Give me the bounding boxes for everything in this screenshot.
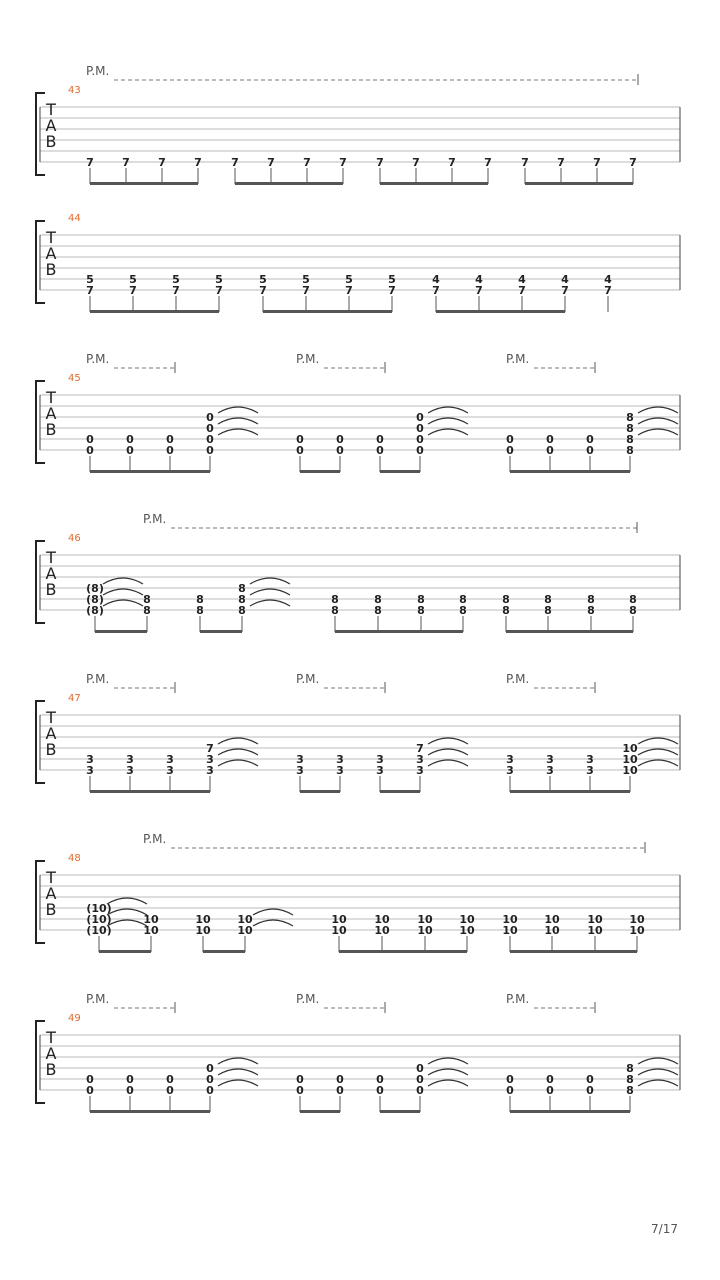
fret-number: 7 [376, 156, 384, 169]
fret-number: 0 [506, 1073, 514, 1086]
beam [263, 310, 392, 313]
tie-arc [107, 909, 147, 915]
fret-number: 8 [238, 582, 246, 595]
beam [90, 790, 210, 793]
fret-number: 0 [376, 1084, 384, 1097]
fret-number: 0 [296, 1084, 304, 1097]
fret-number: 5 [345, 273, 353, 286]
fret-number: 8 [626, 1073, 634, 1086]
fret-number: 10 [374, 913, 390, 926]
fret-number: 0 [586, 1073, 594, 1086]
tab-clef-letter: B [45, 420, 57, 439]
beam [300, 1110, 340, 1113]
fret-number: 0 [206, 422, 214, 435]
fret-number: 0 [126, 1073, 134, 1086]
fret-number: 0 [86, 1084, 94, 1097]
fret-number: 7 [172, 284, 180, 297]
beam [380, 1110, 420, 1113]
fret-number: 10 [544, 913, 560, 926]
fret-number: 8 [417, 593, 425, 606]
fret-number: 0 [296, 1073, 304, 1086]
fret-number: 8 [196, 604, 204, 617]
tie-arc [250, 600, 290, 606]
beam [90, 310, 219, 313]
beam [203, 950, 245, 953]
fret-number: 4 [561, 273, 569, 286]
fret-number: 10 [459, 913, 475, 926]
fret-number: 7 [158, 156, 166, 169]
fret-number: 0 [206, 444, 214, 457]
tab-clef-letter: T [46, 548, 56, 567]
fret-number: 7 [206, 742, 214, 755]
tie-arc [250, 578, 290, 584]
measure-number: 45 [68, 373, 81, 384]
tab-system [36, 992, 680, 1113]
tie-arc [218, 749, 258, 755]
fret-number: 7 [194, 156, 202, 169]
tie-arc [638, 1080, 678, 1086]
tab-system [36, 512, 680, 633]
fret-number: 8 [374, 593, 382, 606]
fret-number: 7 [267, 156, 275, 169]
fret-number: 0 [376, 1073, 384, 1086]
tie-arc [428, 418, 468, 424]
tie-arc [218, 429, 258, 435]
fret-number: 4 [518, 273, 526, 286]
beam [335, 630, 463, 633]
fret-number: 0 [416, 1073, 424, 1086]
tie-arc [218, 1080, 258, 1086]
fret-number: 3 [336, 753, 344, 766]
fret-number: 0 [206, 1062, 214, 1075]
fret-number: 7 [388, 284, 396, 297]
fret-number: 3 [506, 764, 514, 777]
fret-number: 7 [129, 284, 137, 297]
fret-number: 8 [502, 593, 510, 606]
fret-number: 8 [626, 1062, 634, 1075]
fret-number: 0 [416, 444, 424, 457]
fret-number: 10 [587, 924, 603, 937]
fret-number: 3 [336, 764, 344, 777]
palm-mute-label: P.M. [296, 672, 320, 686]
tie-arc [428, 1080, 468, 1086]
fret-number: 10 [143, 913, 159, 926]
measure-number: 43 [68, 85, 81, 96]
tie-arc [103, 589, 143, 595]
fret-number: 3 [416, 753, 424, 766]
tie-arc [428, 760, 468, 766]
fret-number: 3 [296, 753, 304, 766]
fret-number: 8 [143, 604, 151, 617]
fret-number: 8 [626, 422, 634, 435]
fret-number: 8 [143, 593, 151, 606]
tie-arc [428, 1069, 468, 1075]
fret-number: 8 [629, 604, 637, 617]
page-number: 7/17 [651, 1222, 678, 1236]
tab-system [36, 672, 680, 793]
fret-number: 10 [237, 913, 253, 926]
tab-clef-letter: T [46, 388, 56, 407]
fret-number: 3 [206, 753, 214, 766]
fret-number: (10) [86, 924, 112, 937]
fret-number: 0 [586, 1084, 594, 1097]
tie-arc [253, 909, 293, 915]
fret-number: 3 [296, 764, 304, 777]
tie-arc [218, 407, 258, 413]
tie-arc [218, 1058, 258, 1064]
tie-arc [428, 738, 468, 744]
tab-clef-letter: A [45, 244, 57, 263]
fret-number: 0 [126, 444, 134, 457]
tab-clef-letter: A [45, 564, 57, 583]
fret-number: 3 [86, 753, 94, 766]
fret-number: 10 [502, 924, 518, 937]
fret-number: 0 [126, 1084, 134, 1097]
palm-mute-label: P.M. [86, 992, 110, 1006]
beam [380, 182, 488, 185]
fret-number: 0 [336, 444, 344, 457]
tab-clef-letter: B [45, 1060, 57, 1079]
fret-number: 10 [195, 913, 211, 926]
tab-system [36, 832, 680, 953]
fret-number: 0 [206, 411, 214, 424]
fret-number: 0 [206, 433, 214, 446]
fret-number: 0 [376, 433, 384, 446]
measure-number: 44 [68, 213, 81, 224]
fret-number: 10 [622, 753, 638, 766]
fret-number: 10 [544, 924, 560, 937]
fret-number: 0 [166, 1084, 174, 1097]
palm-mute-label: P.M. [506, 352, 530, 366]
fret-number: 10 [629, 924, 645, 937]
fret-number: 10 [459, 924, 475, 937]
fret-number: 3 [376, 764, 384, 777]
fret-number: 0 [166, 1073, 174, 1086]
fret-number: 0 [506, 433, 514, 446]
tie-arc [428, 429, 468, 435]
tie-arc [103, 578, 143, 584]
tie-arc [638, 1058, 678, 1064]
tie-arc [107, 898, 147, 904]
fret-number: 7 [561, 284, 569, 297]
fret-number: 3 [376, 753, 384, 766]
beam [339, 950, 467, 953]
measure-number: 48 [68, 853, 81, 864]
tie-arc [638, 407, 678, 413]
beam [235, 182, 343, 185]
fret-number: 3 [586, 753, 594, 766]
fret-number: 3 [86, 764, 94, 777]
fret-number: 0 [586, 433, 594, 446]
beam [90, 182, 198, 185]
tie-arc [218, 418, 258, 424]
palm-mute-label: P.M. [506, 672, 530, 686]
fret-number: 10 [143, 924, 159, 937]
fret-number: 10 [195, 924, 211, 937]
fret-number: 0 [206, 1084, 214, 1097]
fret-number: 8 [626, 1084, 634, 1097]
beam [380, 790, 420, 793]
beam [506, 630, 633, 633]
beam [525, 182, 633, 185]
fret-number: 0 [86, 433, 94, 446]
fret-number: 8 [417, 604, 425, 617]
fret-number: 0 [506, 444, 514, 457]
measure-number: 46 [68, 533, 81, 544]
fret-number: 5 [172, 273, 180, 286]
tab-clef-letter: A [45, 1044, 57, 1063]
fret-number: 5 [388, 273, 396, 286]
fret-number: 8 [544, 593, 552, 606]
fret-number: 8 [626, 411, 634, 424]
fret-number: 4 [432, 273, 440, 286]
fret-number: 3 [206, 764, 214, 777]
fret-number: 8 [459, 604, 467, 617]
fret-number: 7 [629, 156, 637, 169]
fret-number: 10 [629, 913, 645, 926]
tie-arc [638, 749, 678, 755]
fret-number: 0 [166, 433, 174, 446]
fret-number: 7 [593, 156, 601, 169]
tie-arc [218, 760, 258, 766]
fret-number: 0 [336, 1073, 344, 1086]
tab-clef-letter: B [45, 900, 57, 919]
fret-number: 5 [129, 273, 137, 286]
fret-number: 7 [122, 156, 130, 169]
tab-clef-letter: B [45, 580, 57, 599]
fret-number: 3 [546, 753, 554, 766]
tie-arc [218, 738, 258, 744]
fret-number: 0 [126, 433, 134, 446]
fret-number: 4 [604, 273, 612, 286]
fret-number: 8 [587, 593, 595, 606]
tie-arc [250, 589, 290, 595]
fret-number: 8 [587, 604, 595, 617]
tab-system [36, 213, 680, 313]
fret-number: 0 [416, 411, 424, 424]
beam [510, 470, 630, 473]
beam [200, 630, 242, 633]
fret-number: 7 [604, 284, 612, 297]
tab-clef-letter: A [45, 884, 57, 903]
tab-clef-letter: A [45, 404, 57, 423]
palm-mute-label: P.M. [143, 832, 167, 846]
fret-number: 7 [412, 156, 420, 169]
beam [510, 790, 630, 793]
fret-number: 10 [417, 913, 433, 926]
fret-number: 0 [546, 1084, 554, 1097]
tab-clef-letter: T [46, 100, 56, 119]
fret-number: 3 [166, 753, 174, 766]
fret-number: 7 [302, 284, 310, 297]
fret-number: 7 [345, 284, 353, 297]
tab-clef-letter: B [45, 260, 57, 279]
palm-mute-label: P.M. [506, 992, 530, 1006]
fret-number: 7 [432, 284, 440, 297]
fret-number: 0 [336, 433, 344, 446]
fret-number: 10 [502, 913, 518, 926]
fret-number: 3 [166, 764, 174, 777]
tie-arc [638, 429, 678, 435]
fret-number: 8 [626, 444, 634, 457]
fret-number: 0 [166, 444, 174, 457]
fret-number: 0 [86, 1073, 94, 1086]
fret-number: (10) [86, 902, 112, 915]
tab-clef-letter: A [45, 724, 57, 743]
tab-clef-letter: T [46, 708, 56, 727]
tie-arc [253, 920, 293, 926]
beam [436, 310, 565, 313]
fret-number: 8 [196, 593, 204, 606]
tie-arc [428, 1058, 468, 1064]
palm-mute-label: P.M. [296, 992, 320, 1006]
fret-number: 10 [587, 913, 603, 926]
tab-clef-letter: T [46, 228, 56, 247]
tab-clef-letter: T [46, 1028, 56, 1047]
beam [90, 470, 210, 473]
tie-arc [638, 418, 678, 424]
fret-number: 10 [417, 924, 433, 937]
fret-number: 0 [296, 444, 304, 457]
fret-number: 7 [475, 284, 483, 297]
fret-number: 7 [215, 284, 223, 297]
fret-number: 8 [544, 604, 552, 617]
palm-mute-label: P.M. [143, 512, 167, 526]
fret-number: 5 [302, 273, 310, 286]
fret-number: (10) [86, 913, 112, 926]
fret-number: 0 [546, 444, 554, 457]
fret-number: 0 [546, 433, 554, 446]
fret-number: 7 [339, 156, 347, 169]
fret-number: 7 [416, 742, 424, 755]
measure-number: 49 [68, 1013, 81, 1024]
fret-number: 7 [521, 156, 529, 169]
fret-number: 0 [416, 433, 424, 446]
fret-number: 5 [86, 273, 94, 286]
fret-number: 5 [259, 273, 267, 286]
fret-number: (8) [86, 593, 104, 606]
fret-number: 0 [296, 433, 304, 446]
fret-number: 10 [374, 924, 390, 937]
fret-number: 7 [303, 156, 311, 169]
palm-mute-label: P.M. [86, 64, 110, 78]
measure-number: 47 [68, 693, 81, 704]
fret-number: 0 [336, 1084, 344, 1097]
fret-number: 8 [238, 593, 246, 606]
beam [510, 1110, 630, 1113]
tab-system [36, 64, 680, 185]
fret-number: 3 [126, 753, 134, 766]
fret-number: 7 [448, 156, 456, 169]
fret-number: 8 [626, 433, 634, 446]
fret-number: 7 [518, 284, 526, 297]
fret-number: 10 [331, 913, 347, 926]
fret-number: 3 [506, 753, 514, 766]
fret-number: 0 [376, 444, 384, 457]
palm-mute-label: P.M. [86, 672, 110, 686]
fret-number: 7 [231, 156, 239, 169]
fret-number: 5 [215, 273, 223, 286]
tie-arc [103, 600, 143, 606]
beam [90, 1110, 210, 1113]
fret-number: (8) [86, 582, 104, 595]
fret-number: 8 [331, 604, 339, 617]
fret-number: 0 [416, 1084, 424, 1097]
beam [99, 950, 151, 953]
fret-number: 10 [622, 764, 638, 777]
tab-clef-letter: B [45, 132, 57, 151]
fret-number: 10 [622, 742, 638, 755]
fret-number: 3 [586, 764, 594, 777]
fret-number: 0 [416, 422, 424, 435]
tie-arc [638, 1069, 678, 1075]
fret-number: 7 [557, 156, 565, 169]
fret-number: 3 [546, 764, 554, 777]
tab-clef-letter: A [45, 116, 57, 135]
fret-number: 7 [484, 156, 492, 169]
fret-number: 3 [126, 764, 134, 777]
tie-arc [638, 738, 678, 744]
beam [300, 470, 340, 473]
fret-number: 10 [331, 924, 347, 937]
fret-number: 8 [331, 593, 339, 606]
tie-arc [428, 749, 468, 755]
tab-clef-letter: T [46, 868, 56, 887]
fret-number: 8 [502, 604, 510, 617]
tab-system [36, 352, 680, 473]
beam [95, 630, 147, 633]
fret-number: 0 [506, 1084, 514, 1097]
fret-number: 8 [238, 604, 246, 617]
fret-number: 0 [206, 1073, 214, 1086]
fret-number: 0 [586, 444, 594, 457]
fret-number: 7 [86, 156, 94, 169]
fret-number: 0 [546, 1073, 554, 1086]
fret-number: 10 [237, 924, 253, 937]
beam [510, 950, 637, 953]
tie-arc [428, 407, 468, 413]
palm-mute-label: P.M. [296, 352, 320, 366]
palm-mute-label: P.M. [86, 352, 110, 366]
tie-arc [218, 1069, 258, 1075]
fret-number: 4 [475, 273, 483, 286]
fret-number: 0 [86, 444, 94, 457]
fret-number: 0 [416, 1062, 424, 1075]
beam [300, 790, 340, 793]
fret-number: 7 [86, 284, 94, 297]
fret-number: 8 [374, 604, 382, 617]
fret-number: (8) [86, 604, 104, 617]
tie-arc [638, 760, 678, 766]
fret-number: 3 [416, 764, 424, 777]
fret-number: 8 [459, 593, 467, 606]
tab-clef-letter: B [45, 740, 57, 759]
fret-number: 7 [259, 284, 267, 297]
tie-arc [107, 920, 147, 926]
beam [380, 470, 420, 473]
fret-number: 8 [629, 593, 637, 606]
